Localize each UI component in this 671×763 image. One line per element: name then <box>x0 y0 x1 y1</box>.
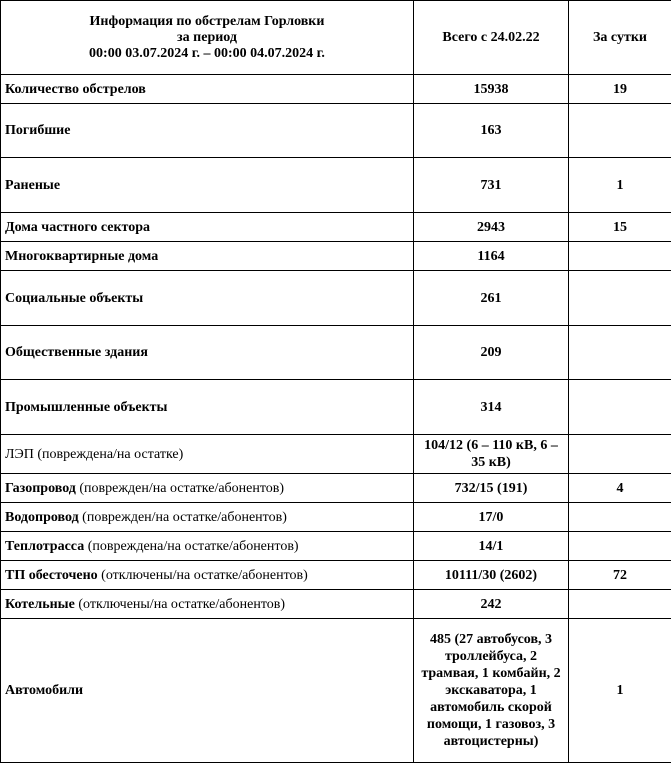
table-title-line1: Информация по обстрелам Горловки <box>5 14 409 30</box>
table-title-line3: 00:00 03.07.2024 г. – 00:00 04.07.2024 г. <box>5 46 409 62</box>
table-title-cell <box>1 1 414 75</box>
row-label <box>1 104 414 158</box>
row-label-note: (отключены/на остатке/абонентов) <box>98 568 308 583</box>
row-total: 261 <box>414 271 569 326</box>
row-day <box>569 532 671 561</box>
row-label-bold: Количество обстрелов <box>5 82 146 97</box>
row-label-bold: ТП обесточено <box>5 568 98 583</box>
row-label <box>1 242 414 271</box>
row-label <box>1 503 414 532</box>
row-label <box>1 590 414 619</box>
row-label <box>1 380 414 435</box>
row-label <box>1 271 414 326</box>
row-day <box>569 242 671 271</box>
table-row <box>1 503 671 532</box>
row-day: 19 <box>569 75 671 104</box>
row-label-bold: Промышленные объекты <box>5 400 167 415</box>
row-day: 15 <box>569 213 671 242</box>
row-label <box>1 619 414 763</box>
table-row <box>1 619 671 763</box>
row-day <box>569 435 671 474</box>
row-label-bold: Социальные объекты <box>5 291 143 306</box>
row-day <box>569 104 671 158</box>
table-row <box>1 271 671 326</box>
row-total: 163 <box>414 104 569 158</box>
row-label-bold: Погибшие <box>5 123 70 138</box>
table-row <box>1 158 671 213</box>
row-label-note: (поврежден/на остатке/абонентов) <box>76 481 284 496</box>
row-label <box>1 435 414 474</box>
row-label-note: ЛЭП (повреждена/на остатке) <box>5 447 183 462</box>
column-header-day: За сутки <box>569 1 671 75</box>
row-total: 209 <box>414 326 569 380</box>
row-day <box>569 326 671 380</box>
row-label <box>1 213 414 242</box>
table-row <box>1 104 671 158</box>
row-label-bold: Водопровод <box>5 510 79 525</box>
row-label <box>1 561 414 590</box>
row-label-bold: Общественные здания <box>5 345 148 360</box>
row-label-bold: Многоквартирные дома <box>5 249 158 264</box>
row-label-bold: Газопровод <box>5 481 76 496</box>
row-label-bold: Котельные <box>5 597 75 612</box>
row-total: 314 <box>414 380 569 435</box>
row-label-bold: Теплотрасса <box>5 539 84 554</box>
row-total: 485 (27 автобусов, 3 троллейбуса, 2 трамвая, 1 комбайн, 2 экскаватора, 1 автомобиль скорой помощи, 1 газовоз, 3 автоцистерны) <box>414 619 569 763</box>
row-day <box>569 380 671 435</box>
table-row <box>1 561 671 590</box>
row-total: 17/0 <box>414 503 569 532</box>
table-row <box>1 532 671 561</box>
row-day <box>569 503 671 532</box>
row-total: 10111/30 (2602) <box>414 561 569 590</box>
table-row <box>1 435 671 474</box>
row-day: 1 <box>569 619 671 763</box>
table-row <box>1 213 671 242</box>
table-row <box>1 326 671 380</box>
row-total: 731 <box>414 158 569 213</box>
row-label-bold: Раненые <box>5 178 60 193</box>
row-label-bold: Дома частного сектора <box>5 220 150 235</box>
row-label <box>1 474 414 503</box>
row-total: 732/15 (191) <box>414 474 569 503</box>
row-label <box>1 326 414 380</box>
column-header-total: Всего с 24.02.22 <box>414 1 569 75</box>
row-label <box>1 158 414 213</box>
table-row <box>1 242 671 271</box>
row-label-note: (поврежден/на остатке/абонентов) <box>79 510 287 525</box>
row-total: 14/1 <box>414 532 569 561</box>
table-row <box>1 590 671 619</box>
row-total: 15938 <box>414 75 569 104</box>
row-day <box>569 271 671 326</box>
table-row <box>1 380 671 435</box>
row-label-note: (отключены/на остатке/абонентов) <box>75 597 285 612</box>
table-title-line2: за период <box>5 30 409 46</box>
row-total: 104/12 (6 – 110 кВ, 6 – 35 кВ) <box>414 435 569 474</box>
row-total: 242 <box>414 590 569 619</box>
table-row <box>1 75 671 104</box>
row-label-bold: Автомобили <box>5 683 83 698</box>
row-total: 2943 <box>414 213 569 242</box>
row-day <box>569 590 671 619</box>
row-label <box>1 532 414 561</box>
table-row <box>1 474 671 503</box>
row-day: 1 <box>569 158 671 213</box>
row-label-note: (повреждена/на остатке/абонентов) <box>84 539 298 554</box>
table-header-row <box>1 1 671 75</box>
row-day: 4 <box>569 474 671 503</box>
row-day: 72 <box>569 561 671 590</box>
row-total: 1164 <box>414 242 569 271</box>
row-label <box>1 75 414 104</box>
